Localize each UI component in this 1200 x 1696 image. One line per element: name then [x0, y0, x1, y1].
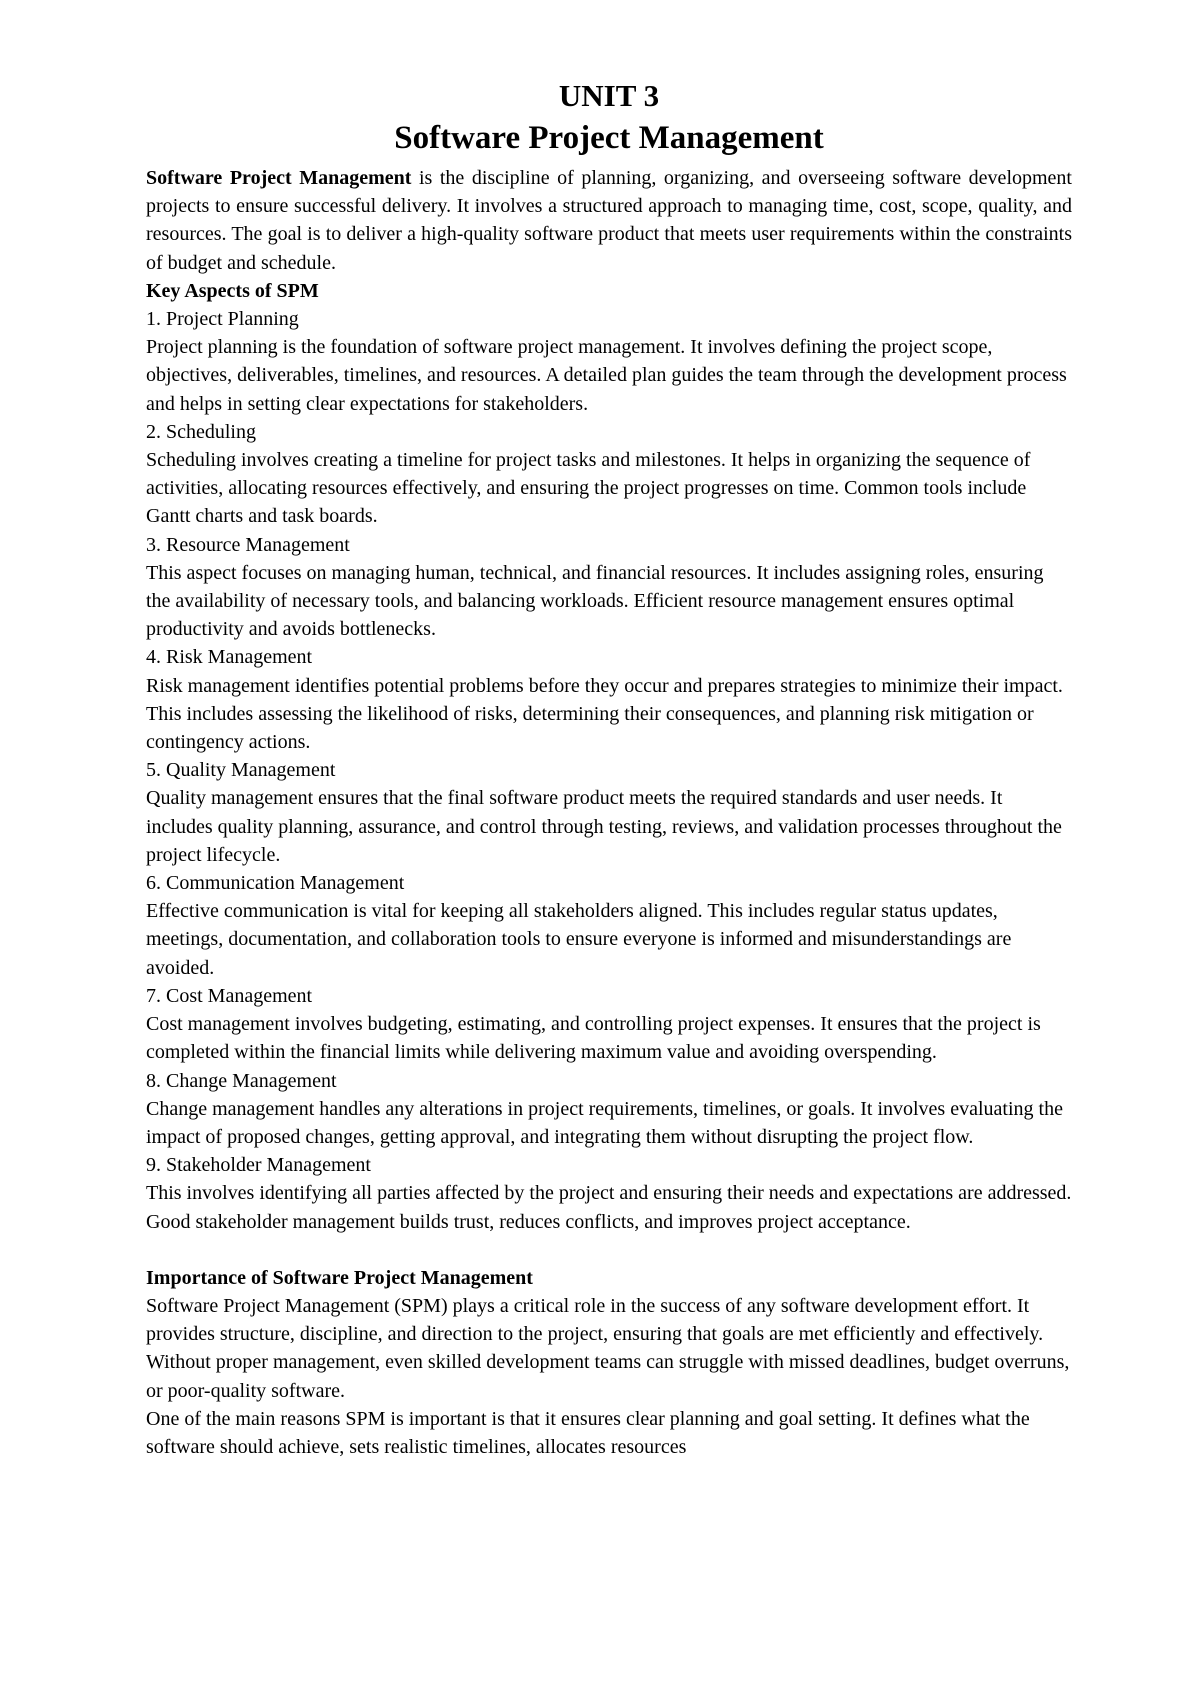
aspect-text: This involves identifying all parties affected by the project and ensuring their needs and expectations are addressed. Good stakeholder management builds trust, reduces conflicts, and improves project acceptance.	[146, 1182, 1072, 1233]
key-aspect-7	[146, 982, 1072, 1067]
key-aspect-3	[146, 531, 1072, 644]
aspect-text: Project planning is the foundation of software project management. It involves defining the project scope, objectives, deliverables, timelines, and resources. A detailed plan guides the team through the development process and helps in setting clear expectations for stakeholders.	[146, 336, 1067, 415]
aspect-text: Change management handles any alterations in project requirements, timelines, or goals. It involves evaluating the impact of proposed changes, getting approval, and integrating them without disrupting the project flow.	[146, 1097, 1063, 1148]
importance-paragraph: Software Project Management (SPM) plays a critical role in the success of any software development effort. It provides structure, discipline, and direction to the project, ensuring that goals are met efficiently and effectively. Without proper management, even skilled development teams can struggle with missed deadlines, budget overruns, or poor-quality software.	[146, 1294, 1070, 1402]
aspect-title: 9. Stakeholder Management	[146, 1154, 371, 1177]
aspect-title: 4. Risk Management	[146, 646, 313, 669]
page-title: Software Project Management	[394, 120, 824, 156]
aspect-text: Effective communication is vital for keeping all stakeholders aligned. This includes regular status updates, meetings, documentation, and collaboration tools to ensure everyone is informed and misunderstandings are avoided.	[146, 900, 1012, 979]
key-aspect-5	[146, 756, 1072, 869]
intro-text: is the discipline of planning, organizing, and overseeing software development projects to ensure successful delivery. It involves a structured approach to managing time, cost, scope, quality, and resources. The goal is to deliver a high-quality software product that meets user requirements within the constraints of budget and schedule.	[146, 167, 1072, 274]
aspect-title: 7. Cost Management	[146, 984, 313, 1007]
aspect-text: This aspect focuses on managing human, technical, and financial resources. It includes assigning roles, ensuring the availability of necessary tools, and balancing workloads. Efficient resource management ensures optimal productivity and avoids bottlenecks.	[146, 561, 1044, 641]
importance-paragraph: One of the main reasons SPM is important is that it ensures clear planning and goal setting. It defines what the software should achieve, sets realistic timelines, allocates resources	[146, 1407, 1030, 1458]
section-spacer	[146, 1236, 1072, 1264]
unit-title: UNIT 3	[558, 78, 660, 113]
key-aspect-8	[146, 1067, 1072, 1152]
intro-term: Software Project Management	[146, 167, 412, 189]
importance-heading: Importance of Software Project Management	[146, 1266, 533, 1289]
key-aspect-1	[146, 305, 1072, 418]
key-aspect-9	[146, 1151, 1072, 1236]
aspect-title: 3. Resource Management	[146, 533, 350, 556]
key-aspect-6	[146, 869, 1072, 982]
aspect-title: 6. Communication Management	[146, 872, 405, 895]
intro-paragraph	[146, 164, 1072, 277]
aspect-text: Quality management ensures that the final software product meets the required standards and user needs. It includes quality planning, assurance, and control through testing, reviews, and validation processes throughout the project lifecycle.	[146, 787, 1062, 866]
aspect-text: Scheduling involves creating a timeline for project tasks and milestones. It helps in organizing the sequence of activities, allocating resources effectively, and ensuring the project progresses on time. Common tools include Gantt charts and task boards.	[146, 449, 1031, 528]
aspect-title: 2. Scheduling	[146, 420, 256, 443]
aspect-title: 8. Change Management	[146, 1069, 337, 1092]
aspect-text: Risk management identifies potential problems before they occur and prepares strategies to minimize their impact. This includes assessing the likelihood of risks, determining their consequences, and planning risk mitigation or contingency actions.	[146, 674, 1063, 754]
aspect-title: 1. Project Planning	[146, 308, 299, 331]
aspect-title: 5. Quality Management	[146, 759, 336, 782]
key-aspect-2	[146, 418, 1072, 531]
key-aspect-4	[146, 643, 1072, 756]
aspect-text: Cost management involves budgeting, estimating, and controlling project expenses. It ensures that the project is completed within the financial limits while delivering maximum value and avoiding overspending.	[146, 1013, 1041, 1064]
key-aspects-heading: Key Aspects of SPM	[146, 279, 319, 302]
